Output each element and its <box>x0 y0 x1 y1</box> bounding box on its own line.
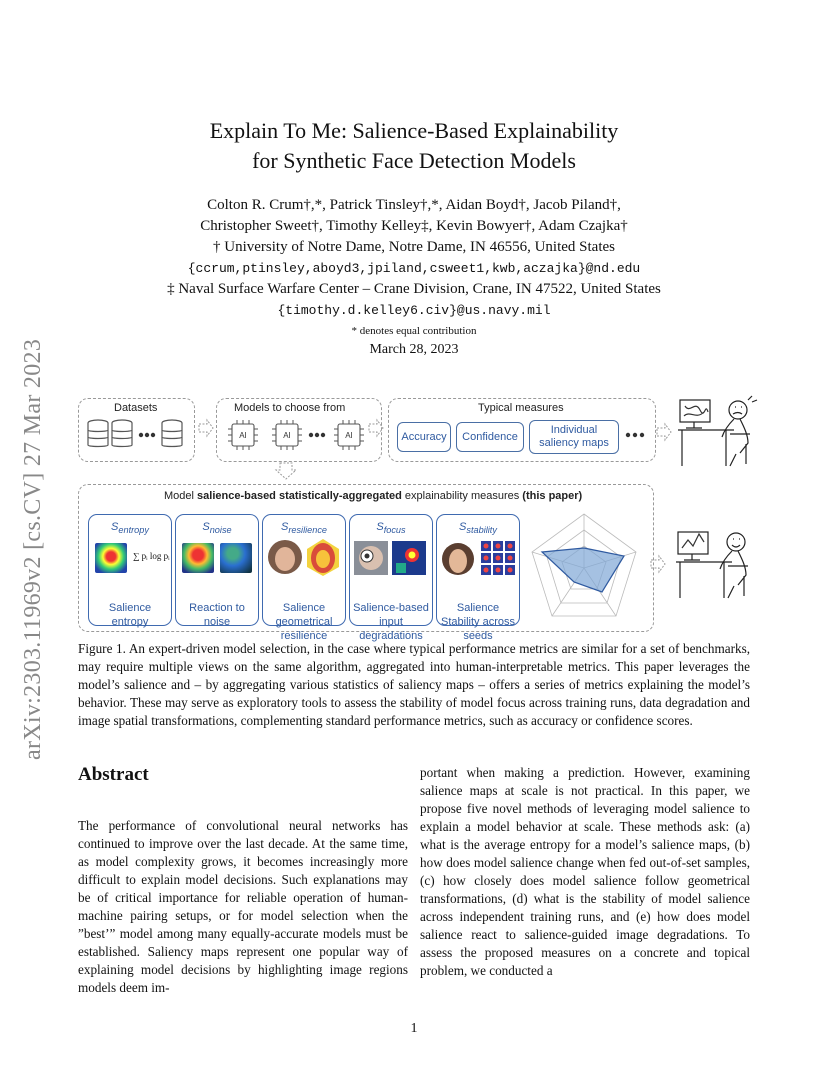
equal-contribution-note: * denotes equal contribution <box>351 325 477 337</box>
paper-date: March 28, 2023 <box>369 342 459 357</box>
stability-card <box>436 514 520 642</box>
email-navy: {timothy.d.kelley6.civ}@us.navy.mil <box>277 303 551 318</box>
entropy-heatmap <box>95 543 127 573</box>
arxiv-stamp <box>20 338 60 800</box>
paper-title <box>0 116 828 176</box>
svg-text:AI: AI <box>283 431 291 440</box>
arrow-icon <box>368 418 384 438</box>
entropy-formula: ∑ pᵢ log pᵢ <box>133 551 170 561</box>
happy-person-icon <box>674 526 766 602</box>
database-icons <box>86 418 190 452</box>
focus-caption: Salience-based input degradations <box>353 602 429 642</box>
author-block <box>0 195 828 342</box>
affiliation-notre-dame: † University of Notre Dame, Notre Dame, IN 46556, United States <box>213 239 615 255</box>
confidence-box: Confidence <box>456 422 524 452</box>
seed-maps-images <box>441 539 515 579</box>
page-number: 1 <box>410 1021 418 1036</box>
svg-text:AI: AI <box>345 431 353 440</box>
email-notre-dame: {ccrum,ptinsley,aboyd3,jpiland,csweet1,kwb,aczajka}@nd.edu <box>187 261 641 276</box>
abstract-right-column: portant when making a prediction. However, examining salience maps at scale is not practical. In this paper, we propose five novel methods of leveraging model salience to explain a model behavior at scale. These methods ask: (a) what is the average entropy for a model’s salience maps, (b) how does model salience change when fed out-of-set samples, (c) how closely does model salience follow geometrical transformations, (d) what is the stability of model salience across independent training runs, and (e) how does model salience react to salience-guided image degradations. To assess the proposed measures on a concrete and topical problem, we conducted a <box>420 765 750 978</box>
arrow-icon <box>198 418 214 438</box>
this-paper-title-mid: explainability measures <box>401 490 523 502</box>
ellipsis-icon <box>624 430 648 440</box>
title-line-1: Explain To Me: Salience-Based Explainability <box>209 118 619 143</box>
degraded-face-images <box>354 541 428 577</box>
resilience-card <box>262 514 346 642</box>
stability-symbol: $S_{stability}$ <box>459 521 497 536</box>
noise-symbol: $S_{noise}$ <box>202 521 232 536</box>
datasets-label: Datasets <box>114 402 158 414</box>
arxiv-stamp-text: arXiv:2303.11969v2 [cs.CV] 27 Mar 2023 <box>20 338 46 760</box>
entropy-symbol: $S_{entropy}$ <box>111 521 149 536</box>
focus-symbol: $S_{focus}$ <box>376 521 406 536</box>
title-line-2: for Synthetic Face Detection Models <box>252 148 576 173</box>
confused-person-icon <box>676 394 766 468</box>
noise-heatmap-a <box>182 543 214 573</box>
entropy-card <box>88 514 172 626</box>
noise-caption: Reaction to noise <box>189 602 245 628</box>
saliency-maps-box: Individual saliency maps <box>529 420 619 454</box>
abstract-left-column: The performance of convolutional neural networks has continued to improve over the last decade. At the same time, as model complexity grows, it becomes increasingly more difficult to explain model decisions. Such explanations may be of critical importance for reliable operation of human-machine pairing setups, or for model selection when the ”best’” model among many equally-accurate models must be established. Saliency maps represent one popular way of explaining model decisions by highlighting image regions models deem im- <box>78 818 408 995</box>
svg-text:AI: AI <box>239 431 247 440</box>
model-chip-icons <box>226 420 376 452</box>
models-label: Models to choose from <box>234 402 346 414</box>
stability-caption: Salience Stability across seeds <box>441 602 515 642</box>
arrow-icon <box>656 422 672 442</box>
arrow-icon <box>650 554 666 574</box>
authors-line-1: Colton R. Crum†,*, Patrick Tinsley†,*, Aidan Boyd†, Jacob Piland†, <box>207 197 621 213</box>
focus-card <box>349 514 433 642</box>
entropy-caption: Salience entropy <box>108 602 152 628</box>
this-paper-title-end: (this paper) <box>522 490 583 502</box>
abstract-heading: Abstract <box>78 764 149 785</box>
figure-1 <box>78 394 768 642</box>
this-paper-title-pre: Model <box>164 490 198 502</box>
radar-chart-icon <box>524 508 644 628</box>
this-paper-title <box>164 490 582 502</box>
figure-1-caption: Figure 1. An expert-driven model selection, in the case where typical performance metrics are similar for a set of benchmarks, may require multiple views on the same algorithm, aggregated into human-interpretable metrics. This paper leverages the model’s salience and – by aggregating various statistics of saliency maps – offers a series of metrics explaining the model’s behavior. These may serve as exploratory tools to assess the stability of model focus across training runs, data degradation and image spatial transformations, complementing standard performance metrics, such as accuracy or confidence scores. <box>78 641 750 728</box>
resilience-caption: Salience geometrical resilience <box>275 602 333 642</box>
typical-measures-label: Typical measures <box>478 402 564 414</box>
accuracy-box: Accuracy <box>397 422 451 452</box>
resilience-symbol: $S_{resilience}$ <box>280 521 328 536</box>
noise-card <box>175 514 259 626</box>
noise-heatmap-b <box>220 543 252 573</box>
down-arrow-icon <box>274 462 298 480</box>
authors-line-2: Christopher Sweet†, Timothy Kelley‡, Kevin Bowyer†, Adam Czajka† <box>200 218 628 234</box>
face-rotation-images <box>267 537 341 577</box>
this-paper-title-bold: salience-based statistically-aggregated <box>197 490 402 502</box>
affiliation-navy: ‡ Naval Surface Warfare Center – Crane Division, Crane, IN 47522, United States <box>167 281 661 297</box>
